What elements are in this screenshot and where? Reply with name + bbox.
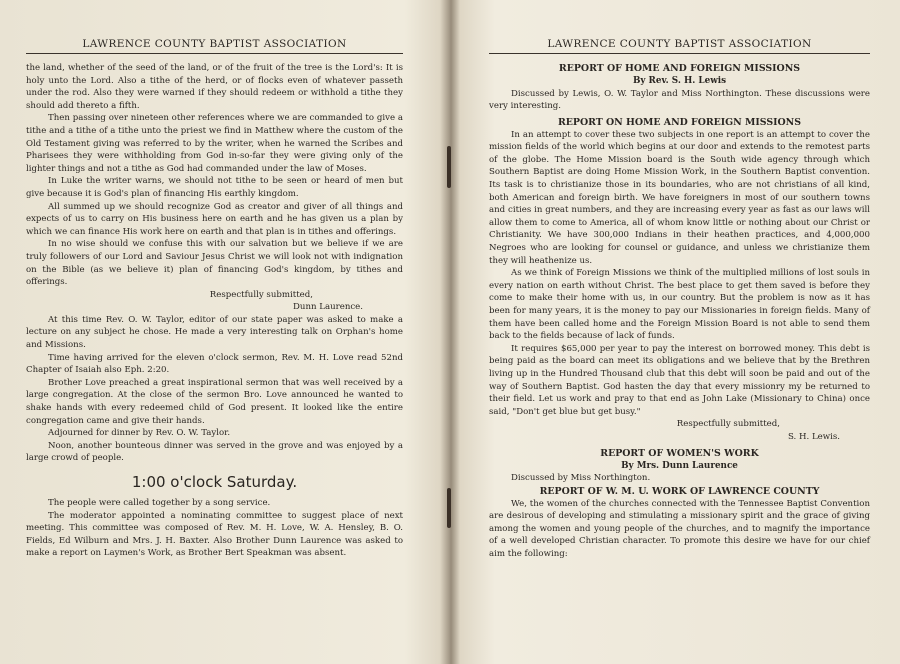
report4-paragraph: We, the women of the churches connected with the Tennessee Baptist Convention are desirous of developing and stimulating a missionary spirit and the grace of giving among the women and young people of the churches, and to magnify the importance of a well developed Christian character. To promote this desire we have for our chief aim the following: — [489, 498, 870, 559]
staple-top — [447, 146, 451, 188]
left-paragraph: In Luke the writer warns, we should not tithe to be seen or heard of men but give because it is God's plan of financing His earthly kingdom. — [26, 176, 403, 199]
staple-bottom — [447, 488, 451, 528]
report3-byline: By Mrs. Dunn Laurence — [621, 460, 738, 471]
report3-paragraph: Discussed by Miss Northington. — [511, 473, 651, 484]
right-signoff: Respectfully submitted, — [676, 419, 780, 430]
left-paragraph: At this time Rev. O. W. Taylor, editor of our state paper was asked to make a lecture on any subject he chose. He made a very interesting talk on Orphan's home and Missions. — [26, 314, 403, 351]
report1-paragraph: Discussed by Lewis, O. W. Taylor and Miss Northington. These discussions were very interesting. — [489, 88, 870, 112]
report1-title: REPORT OF HOME AND FOREIGN MISSIONS — [558, 63, 801, 74]
section-heading: 1:00 o'clock Saturday. — [131, 473, 298, 491]
left-paragraph: the land, whether of the seed of the land, or of the fruit of the tree is the Lord's: It is holy unto the Lord. Also a tithe of the herd, or of flocks even of whatever passeth under the rod. Also they were warned if they should redeem or withhold a tithe they should add thereto a fifth. — [26, 63, 403, 111]
left-signer: Dunn Laurence. — [293, 302, 363, 313]
report3-title: REPORT OF WOMEN'S WORK — [600, 447, 759, 459]
report2-paragraph: It requires $65,000 per year to pay the interest on borrowed money. This debt is being paid as the board can meet its obligations and we believe that by the Brethren living up in the Hundred Thousand club that this debt will soon be paid and out of the way of Southern Baptist. God hasten the day that every missionry my be returned to their field. Let us work and pray to that end as John Lake (Missionary to China) once said, "Don't get blue but get busy." — [489, 343, 870, 417]
left-paragraph: Time having arrived for the eleven o'clock sermon, Rev. M. H. Love read 52nd Chapter of Isaiah also Eph. 2:20. — [26, 352, 403, 376]
left-paragraph: The moderator appointed a nominating committee to suggest place of next meeting. This committee was composed of Rev. M. H. Love, W. A. Hensley, B. O. Fields, Ed Wilburn and Mrs. J. H. Baxter. Also Brother Dunn Laurence was asked to make a report on Laymen's Work, as Brother Bert Speakman was absent. — [26, 510, 403, 559]
left-paragraph: The people were called together by a song service. — [48, 498, 271, 508]
right-page — [453, 0, 900, 664]
report2-paragraph: As we think of Foreign Missions we think of the multiplied millions of lost souls in every nation on earth without Christ. The best place to get them saved is before they come to make their home with us, in our country. But the problem is now as it has been for many years, it is the money to pay our Missionaries in foreign fields. Many of them have been called home and the Foreign Mission Board is not able to send them back to the fields because of lack of funds. — [489, 268, 870, 342]
left-page — [0, 0, 447, 664]
left-paragraph: In no wise should we confuse this with our salvation but we believe if we are truly followers of our Lord and Saviour Jesus Christ we will look not with indignation on the Bible (as we believe it) plan of financing God's kingdom, by tithes and offerings. — [26, 239, 403, 288]
left-running-head: LAWRENCE COUNTY BAPTIST ASSOCIATION — [26, 38, 403, 54]
left-paragraph: Adjourned for dinner by Rev. O. W. Taylor. — [48, 428, 231, 439]
left-paragraph: Noon, another bounteous dinner was served in the grove and was enjoyed by a large crowd of people. — [26, 440, 403, 464]
report1-byline: By Rev. S. H. Lewis — [632, 76, 727, 86]
report2-title: REPORT ON HOME AND FOREIGN MISSIONS — [557, 116, 802, 128]
left-paragraph: Then passing over nineteen other references where we are commanded to give a tithe and a tithe of a tithe unto the priest we find in Matthew where the custom of the Old Testament giving was referred to by the writer, when he warned the Scribes and Pharisees they were withholding from God in-so-far they were giving only of the lighter things and not a tithe as God had commanded under the law of Moses. — [26, 113, 403, 174]
left-signoff: Respectfully submitted, — [209, 289, 313, 300]
report2-paragraph: In an attempt to cover these two subjects in one report is an attempt to cover the mission fields of the world which begins at our door and extends to the remotest parts of the globe. The Home Mission board is the South wide agency through which Southern Baptist are doing Home Mission Work, in the Southern Baptist convention. Its task is to christianize those in its boundaries, who are not christians of all kind, both American and foreign birth. We have foreigners in most of our southern towns and cities in great numbers, and they are increasing every year as fast as our laws will allow them to come to America, all of whom know little or nothing about our Christ or Christianity. We have 300,000 Indians in their heathen practices, and 4,000,000 Negroes who are looking for counsel or guidance, and unless we christianize them they will heathenize us. — [489, 129, 870, 266]
left-paragraph: All summed up we should recognize God as creator and giver of all things and expects of us to carry on His business here on earth and he has given us a plan by which we can finance His work here on earth and that plan is in tithes and offerings. — [26, 201, 403, 237]
right-signer: S. H. Lewis. — [787, 431, 840, 442]
report4-title: REPORT OF W. M. U. WORK OF LAWRENCE COUNTY — [539, 485, 820, 497]
right-running-head: LAWRENCE COUNTY BAPTIST ASSOCIATION — [489, 38, 870, 54]
left-paragraph: Brother Love preached a great inspirational sermon that was well received by a large congregation. At the close of the sermon Bro. Love announced he wanted to shake hands with every redeemed child of God present. It looked like the entire congregation came and give their hands. — [26, 377, 403, 426]
